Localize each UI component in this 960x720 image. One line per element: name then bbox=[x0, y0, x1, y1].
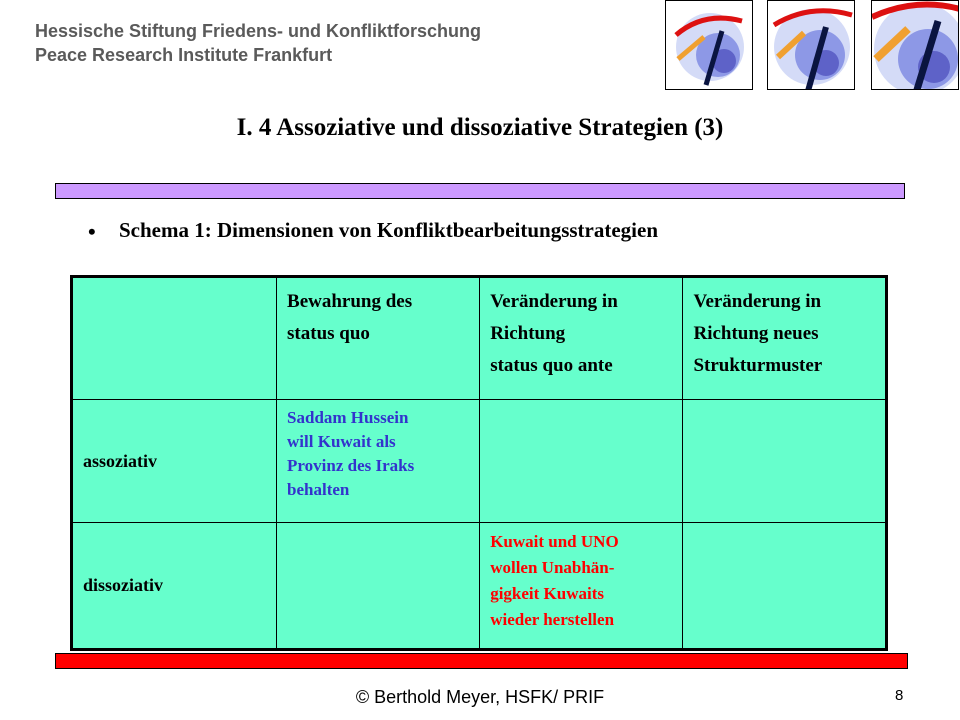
header-line: status quo bbox=[287, 323, 370, 344]
table-header-row bbox=[72, 277, 887, 400]
cell-line: gigkeit Kuwaits bbox=[490, 584, 604, 603]
table-row bbox=[72, 400, 887, 523]
cell-line: wieder herstellen bbox=[490, 610, 615, 629]
prif-logo-icon bbox=[665, 0, 753, 90]
org-name-german: Hessische Stiftung Friedens- und Konfliktforschung bbox=[35, 21, 482, 41]
table-cell bbox=[683, 400, 887, 523]
cell-line: Kuwait und UNO bbox=[490, 532, 619, 551]
page-number: 8 bbox=[895, 687, 904, 704]
bullet-icon: • bbox=[88, 219, 96, 244]
cell-line: Saddam Hussein bbox=[287, 408, 409, 427]
schema-caption: Schema 1: Dimensionen von Konfliktbearbeitungsstrategien bbox=[119, 218, 659, 242]
header-line: Richtung bbox=[490, 323, 566, 344]
org-name-english: Peace Research Institute Frankfurt bbox=[35, 45, 333, 65]
slide-title: I. 4 Assoziative und dissoziative Strategien (3) bbox=[236, 114, 724, 141]
cell-line: behalten bbox=[287, 480, 350, 499]
strategy-table bbox=[70, 275, 888, 651]
header-line: Veränderung in bbox=[693, 291, 822, 312]
table-cell bbox=[480, 400, 683, 523]
divider-bar-top bbox=[55, 183, 905, 199]
table-header-cell bbox=[480, 277, 683, 400]
cell-line: Provinz des Iraks bbox=[287, 456, 415, 475]
table-header-cell bbox=[683, 277, 887, 400]
table-cell bbox=[480, 523, 683, 650]
header-line: Veränderung in bbox=[490, 291, 618, 312]
row-label: dissoziativ bbox=[72, 523, 277, 650]
table-row bbox=[72, 523, 887, 650]
table-corner-cell bbox=[72, 277, 277, 400]
table-cell bbox=[683, 523, 887, 650]
prif-logo-icon bbox=[767, 0, 855, 90]
header-line: Richtung neues bbox=[693, 323, 819, 344]
prif-logo-icon bbox=[871, 0, 959, 90]
table-header-cell bbox=[277, 277, 480, 400]
divider-bar-bottom bbox=[55, 653, 908, 669]
row-label: assoziativ bbox=[72, 400, 277, 523]
cell-line: will Kuwait als bbox=[287, 432, 396, 451]
header-line: Bewahrung des bbox=[287, 291, 413, 312]
footer-copyright: © Berthold Meyer, HSFK/ PRIF bbox=[355, 687, 605, 707]
table-cell bbox=[277, 523, 480, 650]
header-line: Strukturmuster bbox=[693, 355, 823, 376]
header-line: status quo ante bbox=[490, 355, 613, 376]
cell-line: wollen Unabhän- bbox=[490, 558, 615, 577]
table-cell bbox=[277, 400, 480, 523]
